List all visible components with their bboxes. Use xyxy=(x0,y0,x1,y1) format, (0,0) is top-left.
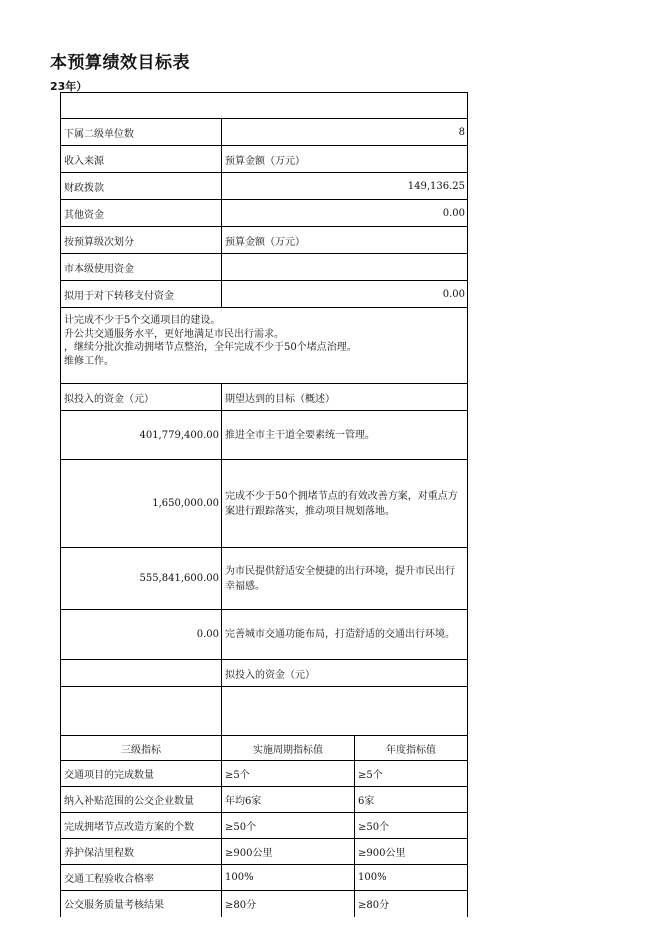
indicator-name: 完成拥堵节点改造方案的个数 xyxy=(61,813,222,839)
project-funds: 1,650,000.00 xyxy=(61,460,222,548)
table-row xyxy=(61,411,468,460)
indicator-name: 公交服务质量考核结果 xyxy=(61,891,222,917)
indicator-annual-value: ≥50个 xyxy=(355,813,468,839)
table-row xyxy=(61,660,468,687)
sub-units-label: 下属二级单位数 xyxy=(61,119,222,146)
table-row xyxy=(61,460,468,548)
fiscal-value: 149,136.25 xyxy=(222,173,468,200)
indicator-period-value: ≥5个 xyxy=(222,761,355,787)
project-goal: 完成不少于50个拥堵节点的有效改善方案，对重点方案进行跟踪落实，推动项目规划落地。 xyxy=(222,460,468,548)
project-funds: 401,779,400.00 xyxy=(61,411,222,460)
level-label: 按预算级次划分 xyxy=(61,227,222,254)
table-row xyxy=(61,787,468,813)
indicator-name: 交通项目的完成数量 xyxy=(61,761,222,787)
indicator-annual-value: 100% xyxy=(355,865,468,891)
funds-header: 拟投入的资金（元） xyxy=(61,384,222,411)
annual-goal-text xyxy=(61,308,468,384)
indicator-period-value: ≥50个 xyxy=(222,813,355,839)
indicator-period-value: 100% xyxy=(222,865,355,891)
indicator-annual-value: ≥80分 xyxy=(355,891,468,917)
indicator-annual-value: ≥5个 xyxy=(355,761,468,787)
indicator-name: 纳入补贴范围的公交企业数量 xyxy=(61,787,222,813)
transfer-value: 0.00 xyxy=(222,281,468,308)
budget-amount-label: 预算金额（万元） xyxy=(222,146,468,173)
table-row xyxy=(61,281,468,308)
indicator-annual-value: 6家 xyxy=(355,787,468,813)
table-row xyxy=(61,761,468,787)
table-row xyxy=(61,119,468,146)
level-budget-label: 预算金额（万元） xyxy=(222,227,468,254)
table-row xyxy=(61,200,468,227)
blank-header-cell xyxy=(61,93,468,119)
table-row xyxy=(61,610,468,660)
table-row xyxy=(61,813,468,839)
blank-cell xyxy=(222,687,468,736)
table-row xyxy=(61,384,468,411)
indicator-header-period: 实施周期指标值 xyxy=(222,736,355,761)
budget-table xyxy=(60,92,467,917)
table-row xyxy=(61,865,468,891)
table-row xyxy=(61,93,468,119)
goal-line: 维修工作。 xyxy=(64,355,114,367)
table-row xyxy=(61,308,468,384)
goal-line: 计完成不少于5个交通项目的建设。 xyxy=(64,315,221,326)
indicator-annual-value: ≥900公里 xyxy=(355,839,468,865)
table-row xyxy=(61,548,468,610)
project-funds: 555,841,600.00 xyxy=(61,548,222,610)
other-funds-value: 0.00 xyxy=(222,200,468,227)
table-row xyxy=(61,839,468,865)
indicator-period-value: ≥900公里 xyxy=(222,839,355,865)
goal-line: ，继续分批次推动拥堵节点整治，全年完成不少于50个堵点治理。 xyxy=(64,342,357,353)
project-goal: 为市民提供舒适安全便捷的出行环境，提升市民出行幸福感。 xyxy=(222,548,468,610)
city-level-label: 市本级使用资金 xyxy=(61,254,222,281)
table-row xyxy=(61,227,468,254)
transfer-label: 拟用于对下转移支付资金 xyxy=(61,281,222,308)
city-level-value xyxy=(222,254,468,281)
other-funds-label: 其他资金 xyxy=(61,200,222,227)
sub-units-value: 8 xyxy=(222,119,468,146)
indicator-header-level3: 三级指标 xyxy=(61,736,222,761)
project-goal: 完善城市交通功能布局，打造舒适的交通出行环境。 xyxy=(222,610,468,660)
project-funds: 0.00 xyxy=(61,610,222,660)
table-row xyxy=(61,173,468,200)
year-label: 23年） xyxy=(50,80,88,93)
page-title: 本预算绩效目标表 xyxy=(50,53,190,73)
goal-header: 期望达到的目标（概述） xyxy=(222,384,468,411)
table-row xyxy=(61,687,468,736)
blank-cell xyxy=(61,687,222,736)
indicator-period-value: ≥80分 xyxy=(222,891,355,917)
indicator-period-value: 年均6家 xyxy=(222,787,355,813)
blank-cell xyxy=(61,660,222,687)
table-row xyxy=(61,736,468,761)
goal-line: 升公共交通服务水平，更好地满足市民出行需求。 xyxy=(64,328,284,340)
indicator-name: 养护保洁里程数 xyxy=(61,839,222,865)
table-row xyxy=(61,891,468,917)
indicator-header-annual: 年度指标值 xyxy=(355,736,468,761)
project-goal: 推进全市主干道全要素统一管理。 xyxy=(222,411,468,460)
extra-funds-label: 拟投入的资金（元） xyxy=(222,660,468,687)
income-source-label: 收入来源 xyxy=(61,146,222,173)
table-row xyxy=(61,146,468,173)
table-row xyxy=(61,254,468,281)
fiscal-label: 财政拨款 xyxy=(61,173,222,200)
indicator-name: 交通工程验收合格率 xyxy=(61,865,222,891)
